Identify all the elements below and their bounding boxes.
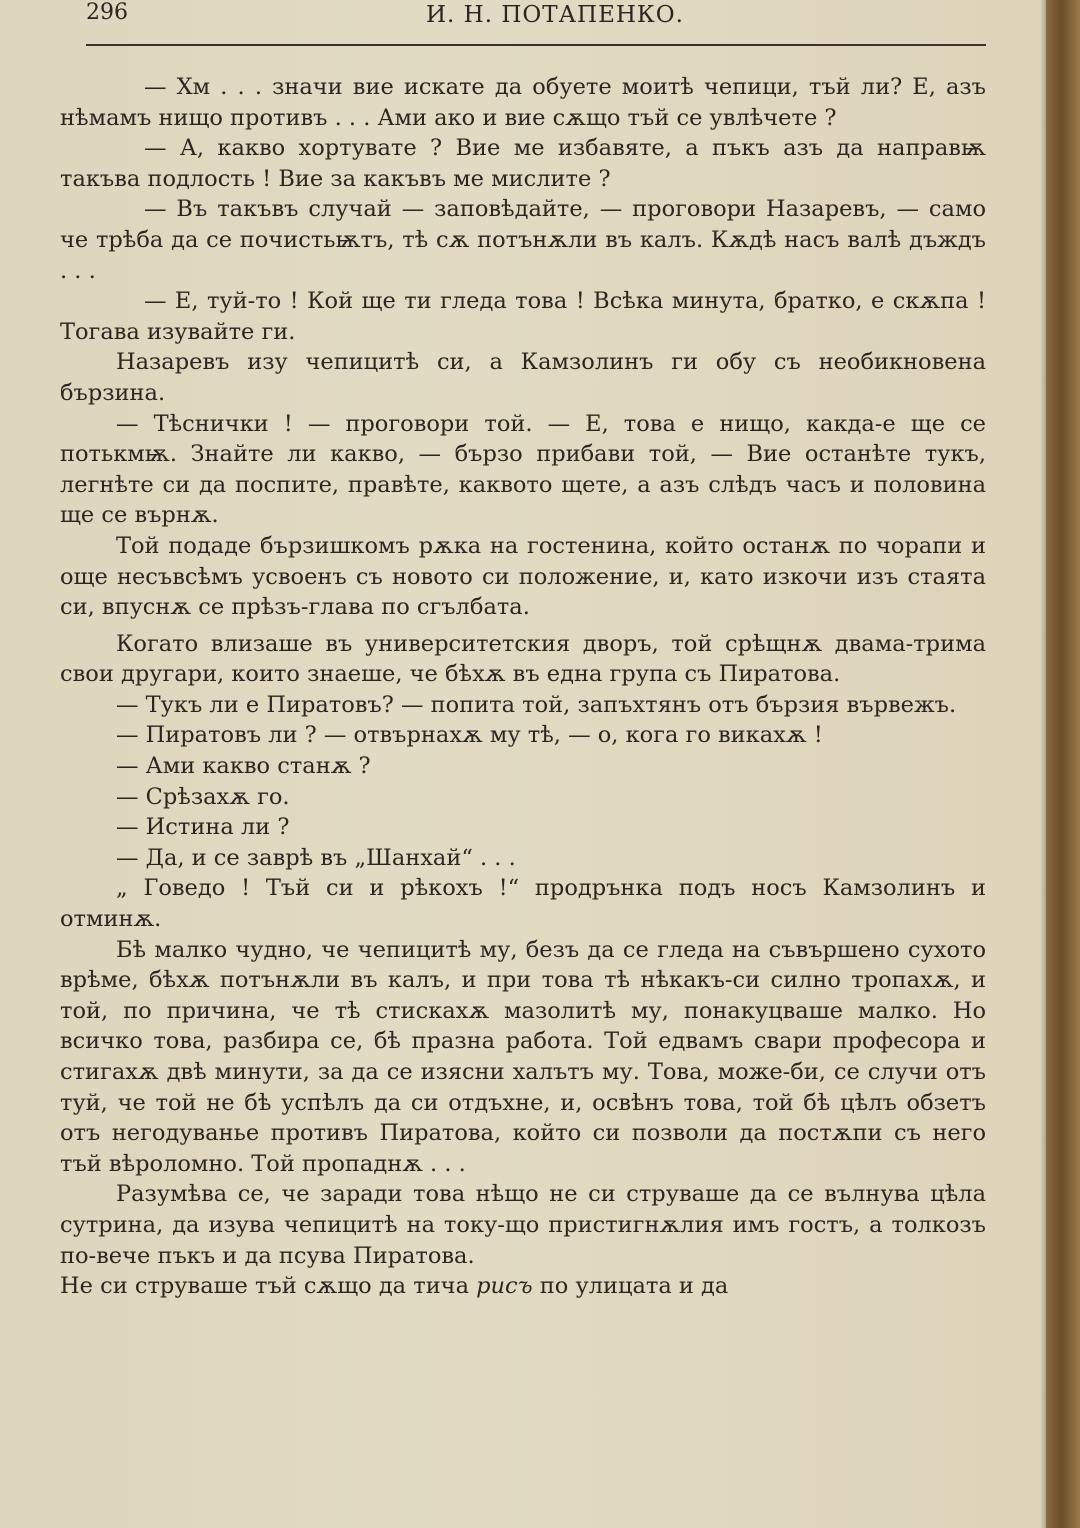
page-header: [86, 0, 986, 34]
paragraph: — Пиратовъ ли ? — отвърнахѫ му тѣ, — о, кога го викахѫ !: [116, 722, 823, 749]
page-number: 296: [86, 0, 128, 25]
paragraph: — Хм . . . значи вие искате да обуете моитѣ чепици, тъй ли? Е, азъ нѣмамъ нищо противъ . . . Ами ако и вие сѫщо тъй се увлѣчете ?: [60, 74, 986, 131]
last-line-italic: рисъ: [476, 1273, 533, 1300]
paragraph: Бѣ малко чудно, че чепицитѣ му, безъ да се гледа на съвършено сухото врѣме, бѣхѫ потънѫли въ калъ, и при това тѣ нѣкакъ-си силно тропахѫ, и той, по причина, че тѣ стискахѫ мазолитѣ му, понакуцваше малко. Но всичко това, разбира се, бѣ празна работа. Той едвамъ свари професора и стигахѫ двѣ минути, за да се изясни халътъ му. Това, може-би, се случи отъ туй, че той не бѣ успѣлъ да си отдъхне, и, освѣнъ това, той бѣ цѣлъ обзетъ отъ негодуванье противъ Пиратова, който си позволи да постѫпи съ него тъй вѣроломно. Той пропаднѫ . . .: [60, 936, 986, 1177]
paragraph: Разумѣва се, че заради това нѣщо не си струваше да се вълнува цѣла сутрина, да изува чепицитѣ на току-що пристигнѫлия имъ гостъ, а толкозъ по-вече пъкъ и да псува Пиратова.: [60, 1181, 986, 1269]
paragraph: — Истина ли ?: [116, 814, 290, 841]
paragraph: — Тѣснички ! — проговори той. — Е, това е нищо, какда-е ще се потькмѭ. Знайте ли какво, — бързо прибави той, — Вие останѣте тукъ, легнѣте си да поспите, правѣте, каквото щете, а азъ слѣдъ часъ и половина ще се върнѫ.: [60, 410, 986, 529]
running-head: И. Н. ПОТАПЕНКО.: [426, 2, 684, 28]
last-line-end: по улицата и да: [532, 1273, 729, 1300]
last-line-start: Не си струваше тъй сѫщо да тича: [60, 1273, 477, 1300]
paragraph: Той подаде бързишкомъ рѫка на гостенина, който останѫ по чорапи и още несъвсѣмъ усвоенъ съ новото си положение, и, като изкочи изъ стаята си, впуснѫ се прѣзъ-глава по сгълбата.: [60, 532, 986, 621]
header-rule: [86, 44, 986, 46]
paragraph: — А, какво хортувате ? Вие ме избавяте, а пъкъ азъ да направѭ такъва подлость ! Вие за какъвъ ме мислите ?: [60, 135, 986, 192]
last-line: [60, 1271, 986, 1302]
paragraph: Назаревъ изу чепицитѣ си, а Камзолинъ ги обу съ необикновена бързина.: [60, 349, 986, 406]
paragraph: „ Говедо ! Тъй си и рѣкохъ !“ продрънка подъ носъ Камзолинъ и отминѫ.: [60, 875, 986, 933]
paragraph: — Ами какво станѫ ?: [116, 753, 371, 780]
paragraph: — Е, туй-то ! Кой ще ти гледа това ! Всѣка минута, братко, е скѫпа ! Тогава изувайте ги.: [60, 288, 986, 345]
paragraph: — Срѣзахѫ го.: [116, 783, 290, 810]
paragraph: — Въ такъвъ случай — заповѣдайте, — проговори Назаревъ, — само че трѣба да се почистьѭтъ, тѣ сѫ потънѫли въ калъ. Кѫдѣ насъ валѣ дъждъ . . .: [60, 196, 986, 284]
book-spine: [1046, 0, 1080, 1528]
paragraph: — Да, и се заврѣ въ „Шанхай“ . . .: [116, 844, 516, 871]
paragraph: Когато влизаше въ университетския дворъ, той срѣщнѫ двама-трима свои другари, които знаеше, че бѣхѫ въ една група съ Пиратова.: [60, 630, 986, 688]
paragraph: — Тукъ ли е Пиратовъ? — попита той, запъхтянъ отъ бързия вървежъ.: [116, 691, 957, 718]
body-text: [60, 72, 986, 1302]
